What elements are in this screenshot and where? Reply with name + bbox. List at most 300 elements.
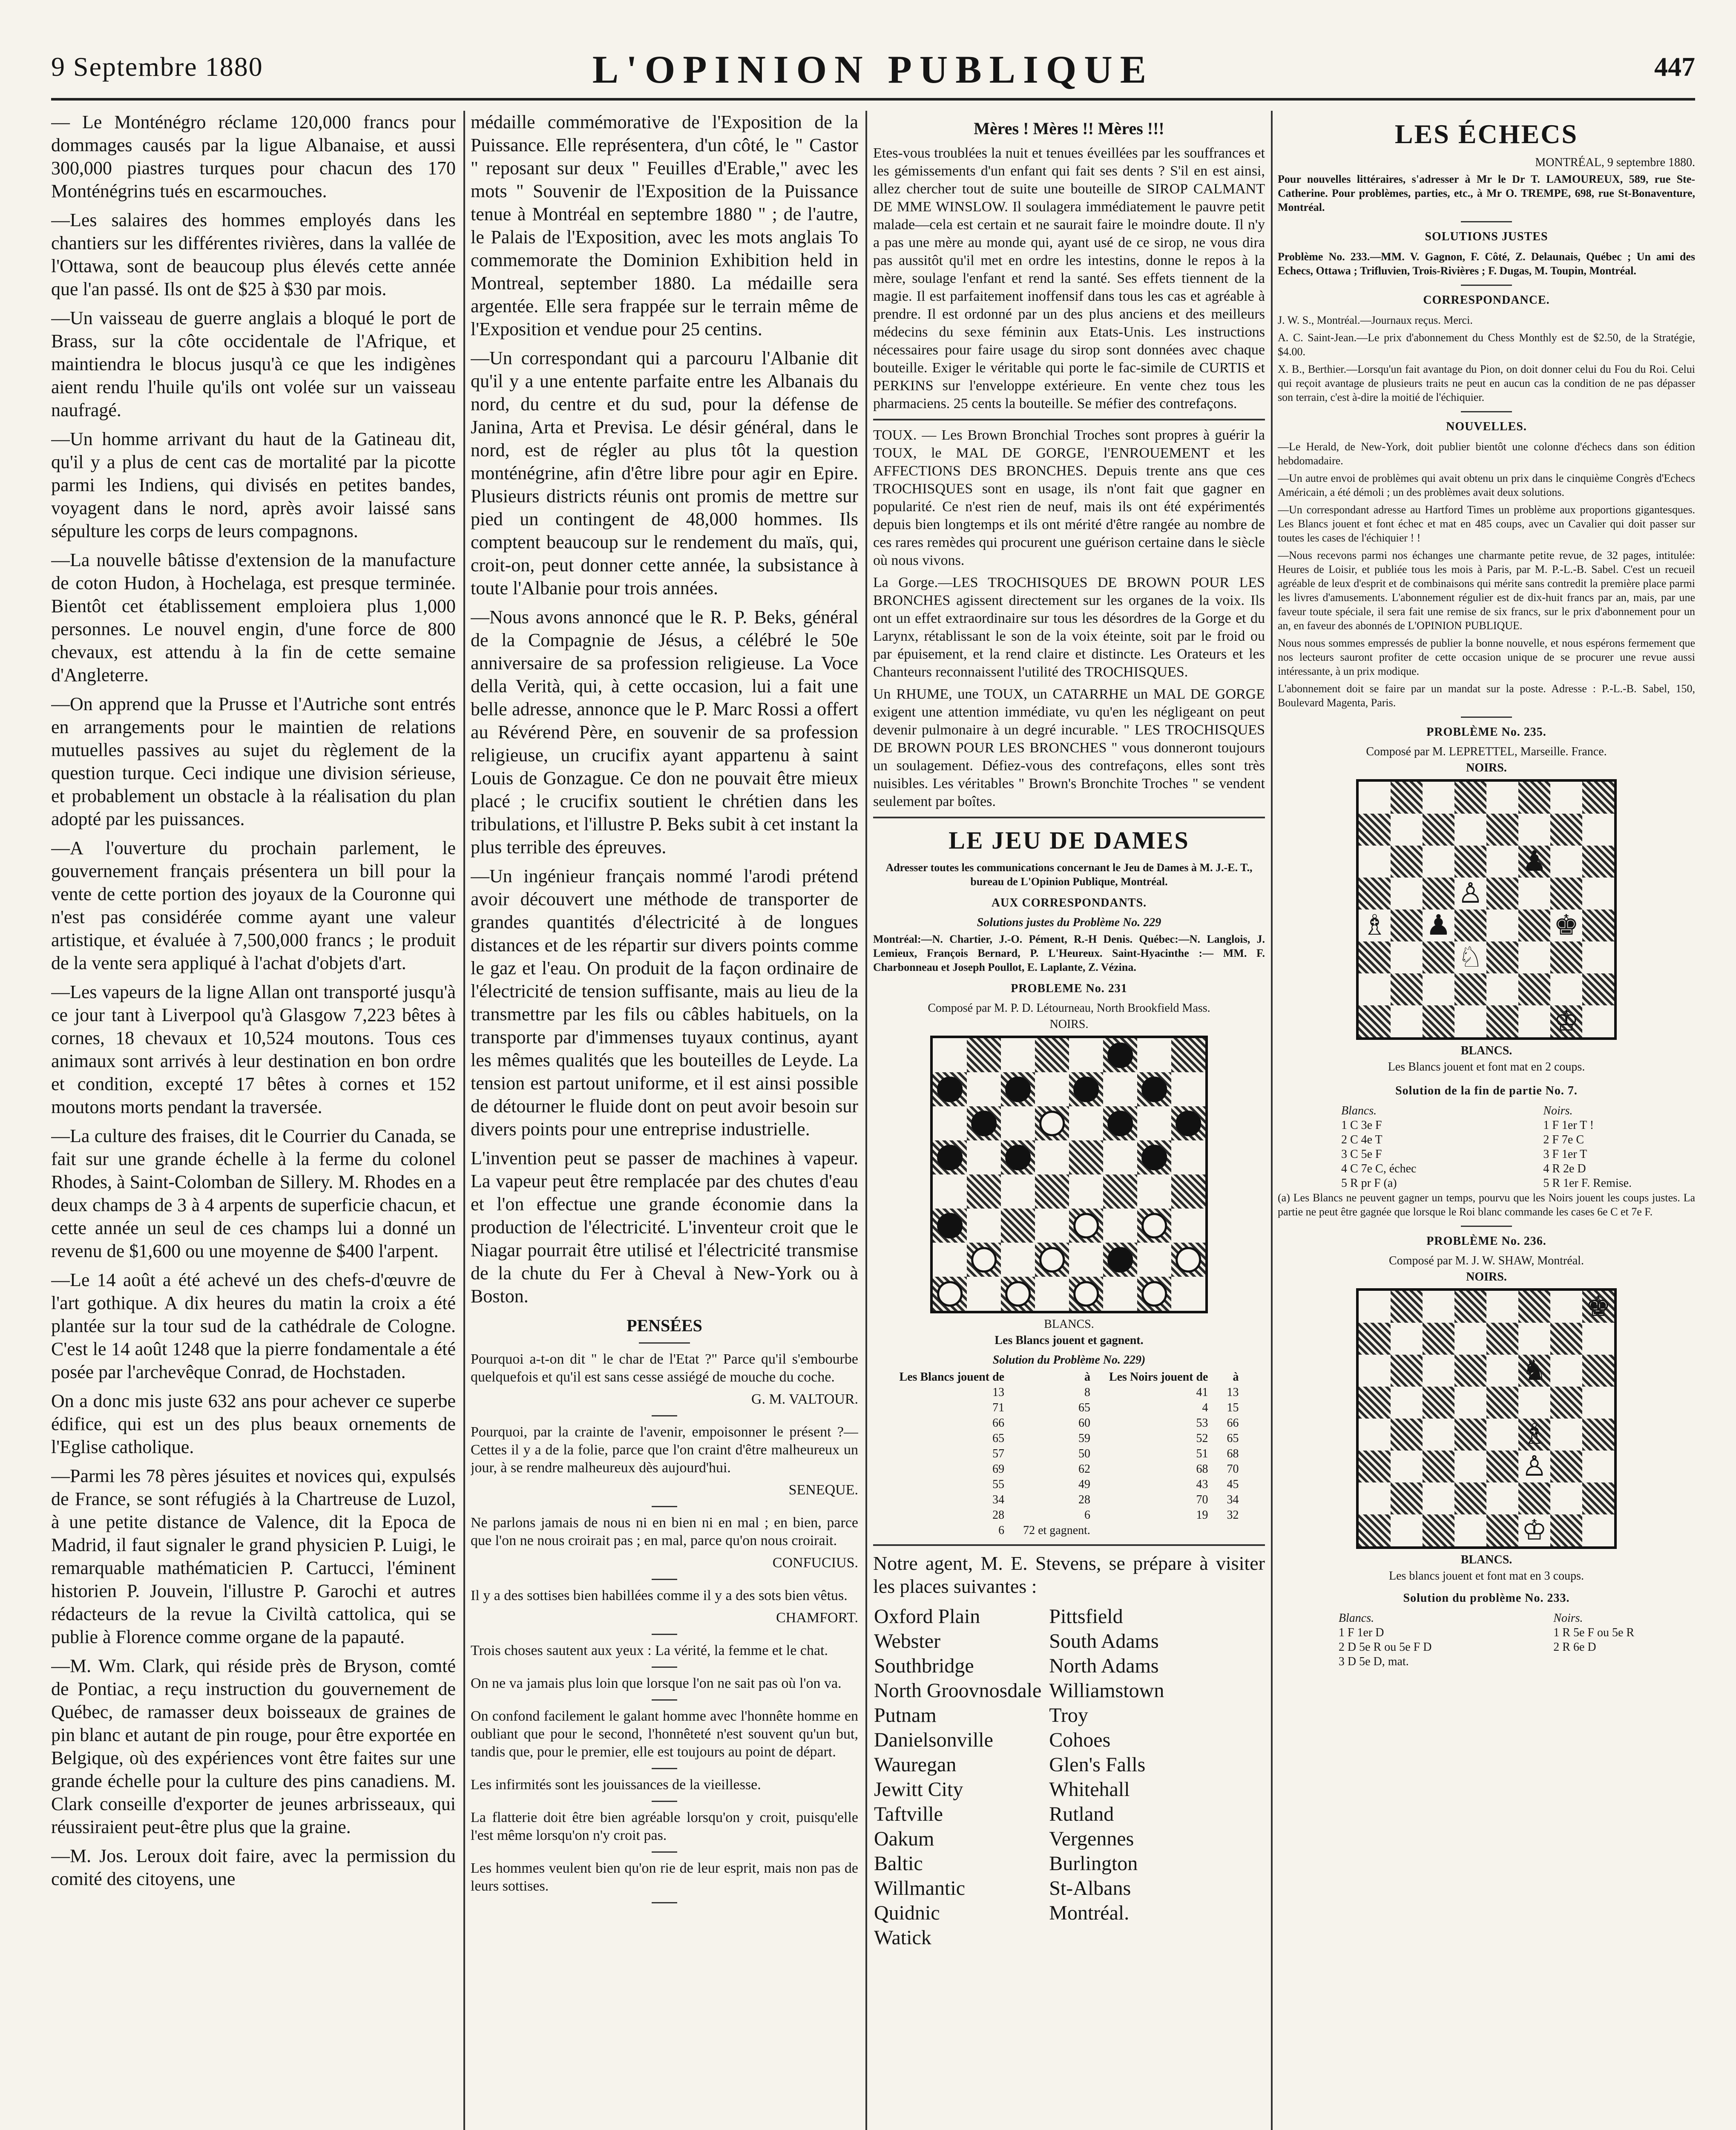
dames-problem-author: Composé par M. P. D. Létourneau, North Brookfield Mass. [928, 1002, 1210, 1015]
solution-row [890, 1446, 1248, 1462]
newspaper-title: L'OPINION PUBLIQUE [592, 48, 1154, 91]
board-square [1359, 1482, 1391, 1514]
solution-cell [1100, 1523, 1218, 1538]
divider [652, 1415, 677, 1416]
board-square [1582, 1514, 1614, 1546]
board-square [1359, 941, 1391, 973]
solution-cell: 43 [1196, 1478, 1208, 1491]
board-square [967, 1209, 1001, 1243]
board-square [1171, 1174, 1205, 1209]
pensee-text: On confond facilement le galant homme avec l'honnête homme en oubliant que pour le second, l'honnêteté n'est souvent qu'un but, tandis que, pour le premier, elle est toujours au point de départ. [471, 1708, 858, 1760]
board-square [933, 1038, 967, 1072]
solution-row [890, 1462, 1248, 1477]
black-checker [1107, 1247, 1133, 1272]
board-square [1582, 910, 1614, 941]
problem-236-caption: Les blancs jouent et font mat en 3 coups. [1389, 1569, 1584, 1583]
place-name: Vergennes [1049, 1828, 1134, 1850]
board-square [1171, 1243, 1205, 1277]
board-square [1582, 1005, 1614, 1037]
news-paragraph: —La nouvelle bâtisse d'extension de la manufacture de coton Hudon, à Hochelaga, est presque terminée. Bientôt cet établissement emploiera plus 1,000 personnes. Le nouvel engin, d'une force de 800 chevaux, est attendu à la fin de cette semaine d'Angleterre. [51, 550, 456, 685]
solution-cell: 28 [1078, 1493, 1090, 1506]
board-square [1359, 1005, 1391, 1037]
solution-cell: 15 [1227, 1401, 1239, 1414]
meres-title: Mères ! Mères !! Mères !!! [974, 119, 1164, 138]
board-square [1454, 1005, 1486, 1037]
board-square [1423, 878, 1454, 910]
pensees-title: PENSÉES [627, 1316, 702, 1335]
board-square [1486, 1005, 1518, 1037]
place-row [874, 1778, 1171, 1802]
header-rule [51, 98, 1695, 101]
place-row [874, 1679, 1171, 1703]
correspondance-item: A. C. Saint-Jean.—Le prix d'abonnement du Chess Monthly est de $2.50, de la Stratégie, $4.00. [1278, 331, 1695, 358]
nouvelles-item: —Un correspondant adresse au Hartford Times un problème aux proportions gigantesques. Les Blancs jouent et font échec et mat en 485 coups, avec un Cavalier qui doit passer sur toutes les cases de l'échiquier ! ! [1278, 504, 1695, 544]
board-square [1359, 782, 1391, 814]
board-square [1454, 1387, 1486, 1419]
column-news-1 [51, 111, 456, 2130]
board-square [1171, 1072, 1205, 1106]
board-square [1171, 1209, 1205, 1243]
black-checker [1176, 1111, 1201, 1136]
board-square [1582, 1419, 1614, 1451]
pensee-text: Trois choses sautent aux yeux : La vérité, la femme et le chat. [471, 1643, 828, 1658]
move-line: 2 C 4e T [1341, 1133, 1382, 1146]
column-ads-dames [873, 111, 1265, 2130]
place-name: Glen's Falls [1049, 1753, 1146, 1776]
board-square [1359, 1355, 1391, 1387]
board-square [1550, 1514, 1582, 1546]
solution-cell: 34 [1227, 1493, 1239, 1506]
board-square [1103, 1038, 1137, 1072]
chess-piece: ♚ [1585, 1291, 1611, 1322]
board-square [1582, 1387, 1614, 1419]
divider [652, 1902, 677, 1903]
solution-cell: 65 [992, 1432, 1005, 1445]
move-line: 1 F 1er D [1338, 1626, 1384, 1639]
board-square [1486, 973, 1518, 1005]
board-square [1001, 1243, 1035, 1277]
board-square [1423, 1482, 1454, 1514]
place-name: Putnam [874, 1704, 937, 1727]
black-checker [1107, 1111, 1133, 1136]
board-square [1035, 1140, 1069, 1174]
board-square [1454, 1482, 1486, 1514]
board-square [1454, 1514, 1486, 1546]
board-square [1359, 1323, 1391, 1355]
board-square [1137, 1243, 1171, 1277]
board-square [1582, 1482, 1614, 1514]
board-square [967, 1277, 1001, 1311]
correspondance-list [1278, 313, 1695, 404]
problem-236-title: PROBLÈME No. 236. [1426, 1235, 1546, 1248]
pensee-text: Les infirmités sont les jouissances de la vieillesse. [471, 1777, 761, 1793]
board-square [1137, 1140, 1171, 1174]
divider [1461, 285, 1512, 286]
white-checker [937, 1281, 963, 1307]
blancs-label: BLANCS. [1460, 1044, 1512, 1057]
board-square [1550, 1355, 1582, 1387]
board-square [1423, 846, 1454, 878]
problem-235-caption: Les Blancs jouent et font mat en 2 coups. [1388, 1060, 1585, 1074]
place-name: Troy [1049, 1704, 1088, 1727]
board-square [1550, 1291, 1582, 1323]
board-square [1550, 1451, 1582, 1482]
board-square [1035, 1209, 1069, 1243]
board-square [967, 1174, 1001, 1209]
board-square [1582, 814, 1614, 846]
column-divider [1271, 111, 1273, 2130]
news-paragraph: —M. Wm. Clark, qui réside près de Bryson, comté de Pontiac, a reçu instruction du gouvernement de Québec, de ramasser deux boisseaux de graines de pin blanc et autant de pin rouge, pour être exportée en Belgique, où des expériences vont être faites sur une grande échelle pour la culture des pins canadiens. M. Clark conseille d'exporter de jeunes arbrisseaux, qui réussiraient peut-être plus que la graine. [51, 1655, 456, 1837]
board-square [1454, 814, 1486, 846]
pensee-author: G. M. VALTOUR. [751, 1391, 858, 1407]
board-square [1486, 1387, 1518, 1419]
board-square [933, 1277, 967, 1311]
white-checker [1141, 1281, 1167, 1307]
board-square [1454, 1419, 1486, 1451]
board-square [1486, 941, 1518, 973]
solution-cell: 13 [1227, 1386, 1239, 1399]
solution-cell: 6 [998, 1524, 1005, 1537]
divider [1461, 221, 1512, 222]
board-square [1137, 1209, 1171, 1243]
correspondance-item: X. B., Berthier.—Lorsqu'un fait avantage du Pion, on doit donner celui du Fou du Roi. Celui qui reçoit avantage de plusieurs traits ne peut en aucun cas la condition de ne pas dépasser son terrain, c'est à-dire la moitié de l'échiquier. [1278, 363, 1695, 403]
board-square [1137, 1106, 1171, 1140]
divider [652, 1801, 677, 1802]
checkers-board [930, 1036, 1208, 1313]
solution-cell: 68 [1196, 1462, 1208, 1476]
move-line: 4 R 2e D [1543, 1162, 1586, 1175]
white-moves-header: Blancs. [1338, 1612, 1374, 1625]
solution-cell: 69 [992, 1462, 1005, 1476]
board-square [1001, 1209, 1035, 1243]
solution-cell: 57 [992, 1447, 1005, 1460]
board-square [1518, 941, 1550, 973]
solution-cell: 13 [992, 1386, 1005, 1399]
solution-cell: 41 [1196, 1386, 1208, 1399]
solution-cell: 51 [1196, 1447, 1208, 1460]
board-square [1423, 1419, 1454, 1451]
black-checker [1005, 1145, 1031, 1170]
board-square [1454, 1323, 1486, 1355]
board-square [1359, 1387, 1391, 1419]
board-square [1454, 941, 1486, 973]
board-square [1391, 1355, 1423, 1387]
divider [652, 1667, 677, 1668]
board-square [1486, 814, 1518, 846]
solution-header: Les Noirs jouent de [1109, 1370, 1208, 1384]
board-square [1582, 782, 1614, 814]
board-square [1454, 782, 1486, 814]
board-square [1582, 941, 1614, 973]
solution-233-moves [1278, 1611, 1695, 1669]
place-name: Webster [874, 1630, 941, 1652]
board-square [1423, 1514, 1454, 1546]
divider [873, 419, 1265, 420]
gorge-text: La Gorge.—LES TROCHISQUES DE BROWN POUR LES BRONCHES agissent directement sur les organes de la voix. Ils ont un effet extraordinaire sur tous les désordres de la Gorge et du Larynx, rétablissant le son de la voix éteinte, soit par le froid ou par épuisement, et la rend claire et distincte. Les Orateurs et les Chanteurs reconnaissent l'utilité des TROCHISQUES. [873, 575, 1265, 680]
board-square [933, 1174, 967, 1209]
board-square [1550, 910, 1582, 941]
fin-partie-title: Solution de la fin de partie No. 7. [1395, 1084, 1578, 1097]
column-echecs [1278, 111, 1695, 2130]
board-square [1359, 973, 1391, 1005]
dames-intro: Adresser toutes les communications concernant le Jeu de Dames à M. J.-E. T., bureau de L'Opinion Publique, Montréal. [885, 861, 1253, 888]
board-square [1069, 1243, 1103, 1277]
board-square [1486, 910, 1518, 941]
board-square [1518, 878, 1550, 910]
board-square [1454, 910, 1486, 941]
board-square [1454, 1355, 1486, 1387]
white-checker [971, 1247, 997, 1272]
noirs-label: NOIRS. [1466, 761, 1507, 774]
nouvelles-item: L'abonnement doit se faire par un mandat sur la poste. Adresse : P.-L.-B. Sabel, 150, Boulevard Magenta, Paris. [1278, 682, 1695, 709]
board-square [1391, 910, 1423, 941]
board-square [1391, 1419, 1423, 1451]
pensee-text: Il y a des sottises bien habillées comme il y a des sots bien vêtus. [471, 1588, 848, 1603]
board-square [1518, 846, 1550, 878]
white-checker [1039, 1247, 1065, 1272]
place-name: Rutland [1049, 1803, 1114, 1825]
solution-cell: 65 [1227, 1432, 1239, 1445]
board-square [1069, 1106, 1103, 1140]
board-square [1454, 1291, 1486, 1323]
white-checker [1039, 1111, 1065, 1136]
news-paragraph: —Les vapeurs de la ligne Allan ont transporté jusqu'à ce jour tant à Liverpool qu'à Glasgow 7,223 bêtes à cornes, 18 chevaux et 10,524 moutons. Tous ces animaux sont arrivés à leur destination en bon ordre et condition, excepté 17 bêtes à cornes et 152 moutons morts pendant la traversée. [51, 982, 456, 1117]
news-paragraph: —Le 14 août a été achevé un des chefs-d'œuvre de l'art gothique. A dix heures du matin la croix a été plantée sur la tour sud de la cathédrale de Cologne. C'est le 14 août 1248 que la pierre fondamentale a été posée par l'archevêque Conrad, de Hochstaden. [51, 1269, 456, 1382]
news-paragraph: —Parmi les 78 pères jésuites et novices qui, expulsés de France, se sont réfugiés à la Chartreuse de Luzol, à une petite distance de Valence, dit la Epoca de Madrid, il faut signaler le grand physicien P. Luigi, le remarquable mathématicien P. Cartucci, l'éminent historien P. Jouvein, l'illustre P. Garochi et autres rédacteurs de la revue la Civiltà cattolica, qui se publie à Florence comme organe de la papauté. [51, 1465, 456, 1647]
board-square [967, 1243, 1001, 1277]
solution-cell: 45 [1227, 1478, 1239, 1491]
solution-cell: 6 [1084, 1508, 1090, 1522]
board-square [1391, 941, 1423, 973]
board-square [933, 1106, 967, 1140]
solution-cell [1217, 1523, 1248, 1538]
place-name: Pittsfield [1049, 1605, 1123, 1628]
news-paragraph: médaille commémorative de l'Exposition de la Puissance. Elle représentera, d'un côté, le " Castor " reposant sur deux " Feuilles d'Erable," avec les mots " Souvenir de l'Exposition de la Puissance tenue à Montréal en septembre 1880 " ; de l'autre, le Palais de l'Exposition, avec les mots anglais To commemorate the Dominion Exhibition held in Montreal, september 1880. La médaille sera argentée. Elle sera frappée sur le terrain même de l'Exposition et vendue pour 25 centins. [471, 112, 858, 340]
solution-header: Les Blancs jouent de [899, 1370, 1005, 1384]
page-number: 447 [1654, 52, 1695, 82]
board-square [1582, 1451, 1614, 1482]
board-square [1454, 973, 1486, 1005]
solution-cell: 28 [992, 1508, 1005, 1522]
board-square [1550, 814, 1582, 846]
board-square [1103, 1072, 1137, 1106]
board-square [1001, 1277, 1035, 1311]
chess-piece: ♞ [1521, 1355, 1547, 1386]
board-square [1391, 1291, 1423, 1323]
news-paragraph: —Un vaisseau de guerre anglais a bloqué le port de Brass, sur la côte occidentale de l'Afrique, et maintiendra le blocus jusqu'à ce que les indigènes aient rendu l'huile qu'ils ont volée sur un vaisseau naufragé. [51, 308, 456, 420]
nouvelles-item: —Un autre envoi de problèmes qui avait obtenu un prix dans le cinquième Congrès d'Echecs Américain, a été démoli ; un des problèmes avait deux solutions. [1278, 472, 1695, 498]
column-news-2 [471, 111, 858, 2130]
nouvelles-title: NOUVELLES. [1446, 420, 1527, 433]
board-square [1035, 1106, 1069, 1140]
place-row [874, 1901, 1171, 1925]
noirs-label: NOIRS. [1466, 1270, 1507, 1284]
divider [652, 1851, 677, 1853]
place-name: Jewitt City [874, 1778, 963, 1801]
nouvelles-list [1278, 440, 1695, 710]
board-square [1423, 1387, 1454, 1419]
place-name: Wauregan [874, 1753, 957, 1776]
board-square [1550, 941, 1582, 973]
chess-board-236 [1356, 1288, 1617, 1549]
board-square [1518, 1419, 1550, 1451]
board-square [1359, 878, 1391, 910]
dames-noirs-label: NOIRS. [1049, 1018, 1089, 1031]
board-square [1391, 846, 1423, 878]
board-square [1423, 1291, 1454, 1323]
place-name [1049, 1926, 1171, 1950]
board-square [1359, 910, 1391, 941]
board-square [1171, 1140, 1205, 1174]
board-square [1359, 814, 1391, 846]
problem-235-author: Composé par M. LEPRETTEL, Marseille. France. [1366, 745, 1607, 758]
board-square [1518, 1482, 1550, 1514]
blancs-label: BLANCS. [1460, 1553, 1512, 1566]
board-square [1391, 1451, 1423, 1482]
pensee-text: La flatterie doit être bien agréable lorsqu'on y croit, puisqu'elle l'est même lorsqu'on n'y croit pas. [471, 1810, 858, 1843]
board-square [1486, 846, 1518, 878]
pensee-author: CHAMFORT. [776, 1610, 858, 1626]
divider [652, 1634, 677, 1635]
board-square [1001, 1072, 1035, 1106]
solution-row [890, 1385, 1248, 1400]
chess-piece: ♗ [1521, 1419, 1547, 1450]
board-square [1423, 1005, 1454, 1037]
board-square [1550, 1005, 1582, 1037]
board-square [1069, 1209, 1103, 1243]
divider [1461, 411, 1512, 412]
move-line: 5 R pr F (a) [1341, 1177, 1397, 1190]
solution-cell: 65 [1078, 1401, 1090, 1414]
white-checker [1073, 1213, 1099, 1238]
board-square [1137, 1174, 1171, 1209]
black-moves-header: Noirs. [1543, 1104, 1573, 1117]
board-square [1486, 1291, 1518, 1323]
black-checker [1073, 1077, 1099, 1102]
board-square [1391, 1323, 1423, 1355]
news-paragraph: —La culture des fraises, dit le Courrier du Canada, se fait sur une grande échelle à la ferme du colonel Rhodes, à Saint-Colomban de Sillery. M. Rhodes en a deux champs de 3 à 4 arpents de superficie chacun, et cette année un seul de ces champs lui a donné un revenu de $1,600 ou une moyenne de $400 l'arpent. [51, 1125, 456, 1261]
place-name: Willmantic [874, 1877, 966, 1900]
place-name: Cohoes [1049, 1729, 1111, 1751]
pensee-text: Pourquoi, par la crainte de l'avenir, empoisonner le présent ?—Cettes il y a de la folie, parce que l'on craint d'être malheureux un jour, à se rendre malheureux dès aujourd'hui. [471, 1424, 858, 1476]
dames-solution-title: Solution du Problème No. 229) [992, 1353, 1146, 1367]
dames-blancs-label: BLANCS. [1044, 1318, 1094, 1331]
dames-title: LE JEU DE DAMES [948, 826, 1190, 854]
board-square [1137, 1072, 1171, 1106]
column-divider [865, 111, 867, 2130]
solution-cell: 8 [1084, 1386, 1090, 1399]
news-paragraph: —Un correspondant qui a parcouru l'Albanie dit qu'il y a une entente parfaite entre les Albanais du nord, du centre et du sud, pour la défense de Janina, Arta et Previsa. Le désir général, dans le nord, est de régler au plus tôt la question monténégrine, afin d'être libre pour agir en Epire. Plusieurs districts réunis ont promis de mettre sur pied un contingent de 48,000 hommes. Ils comptent beaucoup sur le rendement du maïs, qui, croit-on, peut donner cette année, la subsistance à toute l'Albanie pour trois années. [471, 348, 858, 599]
meres-text: Etes-vous troublées la nuit et tenues éveillées par les souffrances et les gémissements d'un enfant qui fait ses dents ? S'il en est ainsi, allez chercher tout de suite une bouteille de SIROP CALMANT DE MME WINSLOW. Il soulagera immédiatement le pauvre petit malade—cela est certain et ne saurait faire le moindre doute. Il n'y a pas une mère au monde qui, ayant usé de ce sirop, ne vous dira pas aussitôt qu'il met en ordre les intestins, donne le repos à la mère, soulage l'enfant et rend la santé. Ses effets tiennent de la magie. Il est parfaitement inoffensif dans tous les cas et agréable à prendre. Il est ordonné par un des plus anciens et des meilleurs médecins du sexe féminin aux Etats-Unis. Les instructions nécessaires pour faire usage du sirop sont données avec chaque bouteille. Exiger le véritable qui porte le fac-simile de CURTIS et PERKINS sur l'enveloppe extérieure. En vente chez tous les pharmaciens. 25 cents la bouteille. Se méfier des contrefaçons. [873, 145, 1265, 412]
board-square [1103, 1106, 1137, 1140]
solution-cell: 55 [992, 1478, 1005, 1491]
place-row [874, 1877, 1171, 1900]
news-paragraph: — Le Monténégro réclame 120,000 francs pour dommages causés par la ligue Albanaise, et aussi 300,000 piastres turques pour chacun des 170 Monténégrins tués en escarmouches. [51, 112, 456, 201]
solution-cell: 66 [1227, 1416, 1239, 1430]
solution-row [890, 1400, 1248, 1416]
board-square [1518, 1387, 1550, 1419]
solution-cell: 19 [1196, 1508, 1208, 1522]
solution-row [890, 1523, 1248, 1538]
place-name: South Adams [1049, 1630, 1159, 1652]
white-moves-header: Blancs. [1341, 1104, 1377, 1117]
white-checker [1176, 1247, 1201, 1272]
solution-cell: 68 [1227, 1447, 1239, 1460]
board-square [1391, 814, 1423, 846]
divider [652, 1699, 677, 1701]
board-square [1069, 1038, 1103, 1072]
dames-problem-caption: Les Blancs jouent et gagnent. [994, 1334, 1144, 1347]
board-square [1103, 1140, 1137, 1174]
solution-cell: 70 [1227, 1462, 1239, 1476]
board-square [1069, 1277, 1103, 1311]
place-name: Baltic [874, 1852, 923, 1875]
chess-piece: ♚ [1553, 910, 1579, 941]
board-square [967, 1072, 1001, 1106]
black-checker [971, 1111, 997, 1136]
board-square [967, 1038, 1001, 1072]
toux-text: TOUX. — Les Brown Bronchial Troches sont propres à guérir la TOUX, le MAL DE GORGE, l'ENROUEMENT et les AFFECTIONS DES BRONCHES. Depuis trente ans que ces TROCHISQUES sont en usage, ils n'ont fait que gagner en popularité. Ce n'est rien de neuf, mais ils ont été expérimentés depuis bien longtemps et ils ont mérité d'être rangée au nombre de ces rares remèdes qui procurent une guérison certaine dans le siècle où nous vivons. [873, 427, 1265, 568]
board-square [1486, 878, 1518, 910]
pensee-author: CONFUCIUS. [772, 1555, 858, 1571]
move-line: 1 F 1er T ! [1543, 1119, 1594, 1132]
dames-problem-title: PROBLEME No. 231 [1011, 982, 1127, 995]
board-square [1582, 1323, 1614, 1355]
pensee-text: Pourquoi a-t-on dit " le char de l'Etat ?" Parce qu'il s'embourbe quelquefois et qu'il est sans cesse assiégé de mouche du coche. [471, 1351, 858, 1385]
board-square [1582, 973, 1614, 1005]
board-square [1391, 782, 1423, 814]
board-square [1001, 1174, 1035, 1209]
chess-piece: ♔ [1521, 1514, 1547, 1546]
solution-cell: 32 [1227, 1508, 1239, 1522]
chess-piece: ♙ [1457, 878, 1483, 909]
board-square [1423, 1323, 1454, 1355]
board-square [1454, 878, 1486, 910]
solution-cell: 62 [1078, 1462, 1090, 1476]
agent-text: Notre agent, M. E. Stevens, se prépare à visiter les places suivantes : [873, 1552, 1265, 1597]
board-square [1423, 782, 1454, 814]
place-name: North Adams [1049, 1655, 1159, 1677]
solution-cell: 52 [1196, 1432, 1208, 1445]
divider [652, 1579, 677, 1580]
move-line: 2 R 6e D [1553, 1641, 1596, 1654]
move-line: 4 C 7e C, échec [1341, 1162, 1417, 1175]
board-square [1550, 782, 1582, 814]
echecs-title: LES ÉCHECS [1394, 119, 1578, 149]
board-square [1001, 1140, 1035, 1174]
board-square [1103, 1174, 1137, 1209]
white-checker [1005, 1281, 1031, 1307]
black-checker [1141, 1145, 1167, 1170]
problem-236-author: Composé par M. J. W. SHAW, Montréal. [1389, 1254, 1584, 1267]
place-name: Oxford Plain [874, 1605, 980, 1628]
board-square [1359, 1451, 1391, 1482]
place-name: Quidnic [874, 1902, 940, 1924]
board-square [1518, 1005, 1550, 1037]
board-square [967, 1106, 1001, 1140]
chess-piece: ♟ [1426, 910, 1451, 941]
solution-cell: 49 [1078, 1478, 1090, 1491]
news-paragraph: —Nous avons annoncé que le R. P. Beks, général de la Compagnie de Jésus, a célébré le 50e anniversaire de sa profession religieuse. La Voce della Verità, qui, à cette occasion, lui a fait une belle adresse, annonce que le P. Marc Rossi a offert au Révérend Père, en souvenir de sa profession religieuse, un crucifix ayant appartenu à saint Louis de Gonzague. Ce don ne pouvait être mieux placé ; le crucifix soutient le chrétien dans les tribulations, et l'illustre P. Beks subit à cet instant la plus terrible des épreuves. [471, 607, 858, 858]
board-square [1550, 1323, 1582, 1355]
chess-piece: ♟ [1521, 846, 1547, 877]
move-line: 1 C 3e F [1341, 1119, 1382, 1132]
pensee-text: Ne parlons jamais de nous ni en bien ni en mal ; en bien, parce que l'on ne nous croirait pas ; en mal, parce qu'on nous croirait. [471, 1515, 858, 1549]
pensee-text: On ne va jamais plus loin que lorsque l'on ne sait pas où l'on va. [471, 1675, 842, 1691]
board-square [1582, 878, 1614, 910]
board-square [1550, 973, 1582, 1005]
board-square [1582, 846, 1614, 878]
